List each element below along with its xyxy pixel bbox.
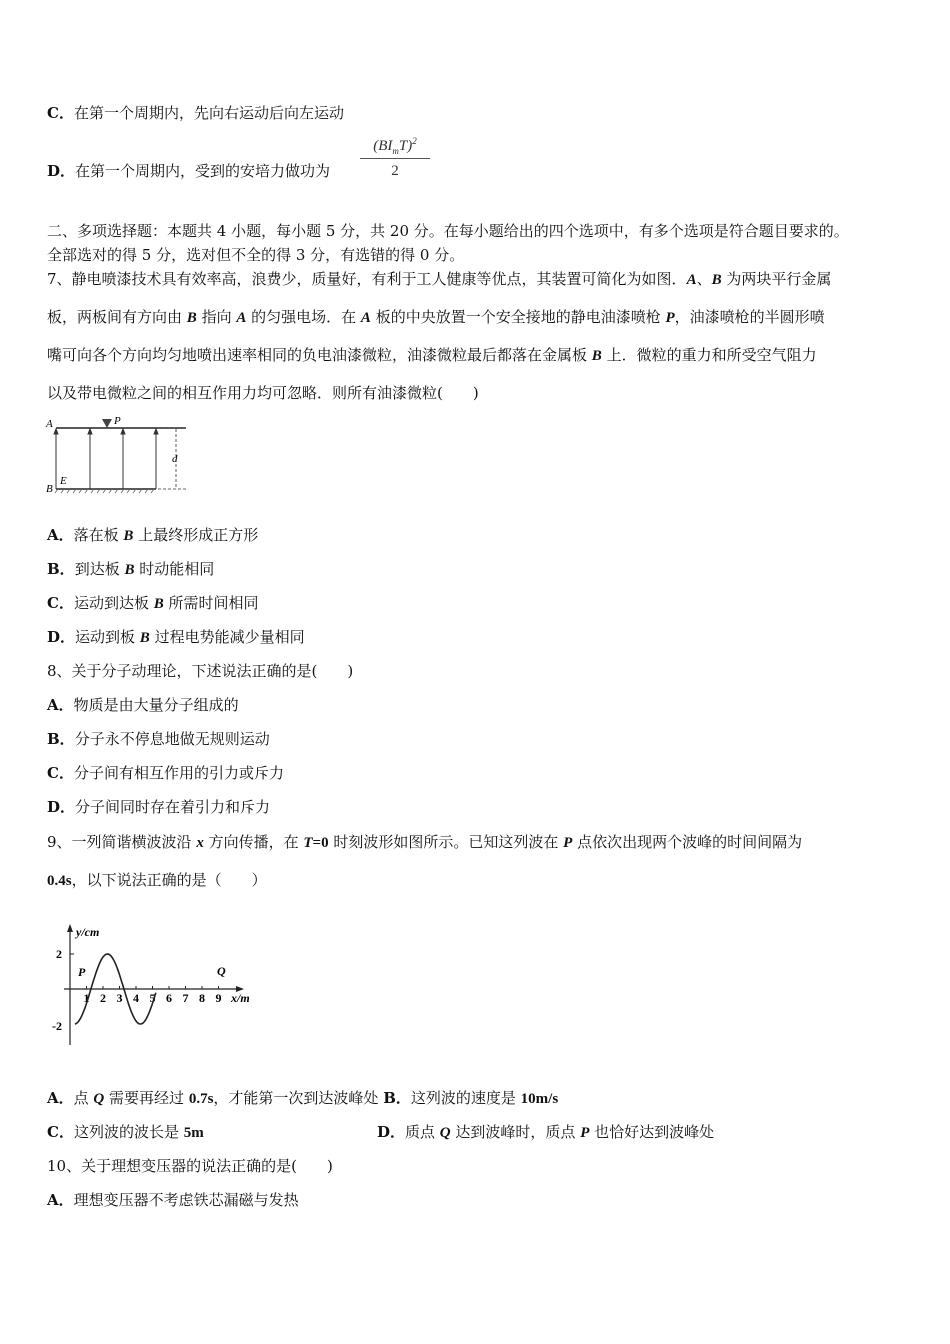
q7-option-d: D．运动到板 B 过程电势能减少量相同	[47, 628, 305, 646]
plate-b-label: B	[46, 483, 53, 495]
x-tick-label: 3	[116, 991, 123, 1005]
q9-stem-line2: 0.4s，以下说法正确的是（ ）	[47, 871, 267, 889]
q7-stem-line3: 嘴可向各个方向均匀地喷出速率相同的负电油漆微粒，油漆微粒最后都落在金属板 B 上．微粒的重力和所受空气阻力	[47, 346, 817, 364]
field-label: E	[60, 475, 67, 487]
plate-a-label: A	[46, 418, 53, 430]
q9-option-a-b: A．点 Q 需要再经过 0.7s，才能第一次到达波峰处 B．这列波的速度是 10m/s	[47, 1089, 559, 1107]
wave-graph	[50, 920, 270, 1050]
q7-stem-line1: 7、静电喷漆技术具有效率高，浪费少，质量好，有利于工人健康等优点，其装置可简化为如图．A、B 为两块平行金属	[47, 270, 832, 288]
dimension-d-label: d	[172, 453, 178, 465]
point-p-label: P	[78, 965, 86, 979]
work-formula: $(BI_mT)^2$ 2	[360, 136, 430, 180]
q9-stem-line1: 9、一列简谐横波波沿 x 方向传播，在 T=0 时刻波形如图所示。已知这列波在 P 点依次出现两个波峰的时间间隔为	[47, 833, 803, 851]
field-lines	[54, 429, 158, 489]
spray-gun-icon	[102, 419, 112, 428]
q9-option-d: D．质点 Q 达到波峰时，质点 P 也恰好达到波峰处	[377, 1123, 715, 1141]
q6-option-c: C．在第一个周期内，先向右运动后向左运动	[47, 104, 344, 122]
section2-heading-line1: 二、多项选择题：本题共 4 小题，每小题 5 分，共 20 分。在每小题给出的四个选项中，有多个选项是符合题目要求的。	[47, 222, 849, 240]
q8-option-c: C．分子间有相互作用的引力或斥力	[47, 764, 284, 782]
q8-option-a: A．物质是由大量分子组成的	[47, 696, 239, 714]
x-tick-label: 2	[100, 991, 106, 1005]
q8-option-b: B．分子永不停息地做无规则运动	[47, 730, 270, 748]
y-tick-neg: -2	[52, 1019, 62, 1033]
q8-option-d: D．分子间同时存在着引力和斥力	[47, 798, 271, 816]
x-tick-label: 7	[182, 991, 189, 1005]
q9-option-c: C．这列波的波长是 5m	[47, 1123, 204, 1141]
q10-option-a: A．理想变压器不考虑铁芯漏磁与发热	[47, 1191, 299, 1209]
q6-option-d: D．在第一个周期内，受到的安培力做功为	[47, 162, 331, 180]
x-axis-label: x/m	[231, 991, 250, 1005]
q9-option-b: B．	[383, 1089, 411, 1107]
q7-stem-line4: 以及带电微粒之间的相互作用力均可忽略．则所有油漆微粒( )	[47, 384, 479, 402]
q7-option-b: B．到达板 B 时动能相同	[47, 560, 215, 578]
q10-stem: 10、关于理想变压器的说法正确的是( )	[47, 1157, 333, 1175]
point-q-label: Q	[217, 964, 226, 978]
y-axis-arrow-icon	[67, 924, 73, 932]
spray-gun-label: P	[114, 415, 121, 427]
x-tick-label: 6	[166, 991, 172, 1005]
q7-option-c: C．运动到达板 B 所需时间相同	[47, 594, 259, 612]
y-axis-label: y/cm	[76, 925, 100, 939]
y-tick-pos: 2	[56, 947, 62, 961]
section2-heading-line2: 全部选对的得 5 分，选对但不全的得 3 分，有选错的得 0 分。	[47, 246, 465, 264]
q7-option-a: A．落在板 B 上最终形成正方形	[47, 526, 259, 544]
x-tick-label: 4	[133, 991, 139, 1005]
x-tick-label: 8	[199, 991, 205, 1005]
x-tick-label: 5	[149, 991, 156, 1005]
q8-stem: 8、关于分子动理论，下述说法正确的是( )	[47, 662, 354, 680]
parallel-plates-figure	[44, 412, 194, 498]
x-tick-label: 1	[83, 991, 90, 1005]
x-tick-label: 9	[215, 991, 222, 1005]
q7-stem-line2: 板，两板间有方向由 B 指向 A 的匀强电场．在 A 板的中央放置一个安全接地的静电油漆喷枪 P，油漆喷枪的半圆形喷	[47, 308, 825, 326]
